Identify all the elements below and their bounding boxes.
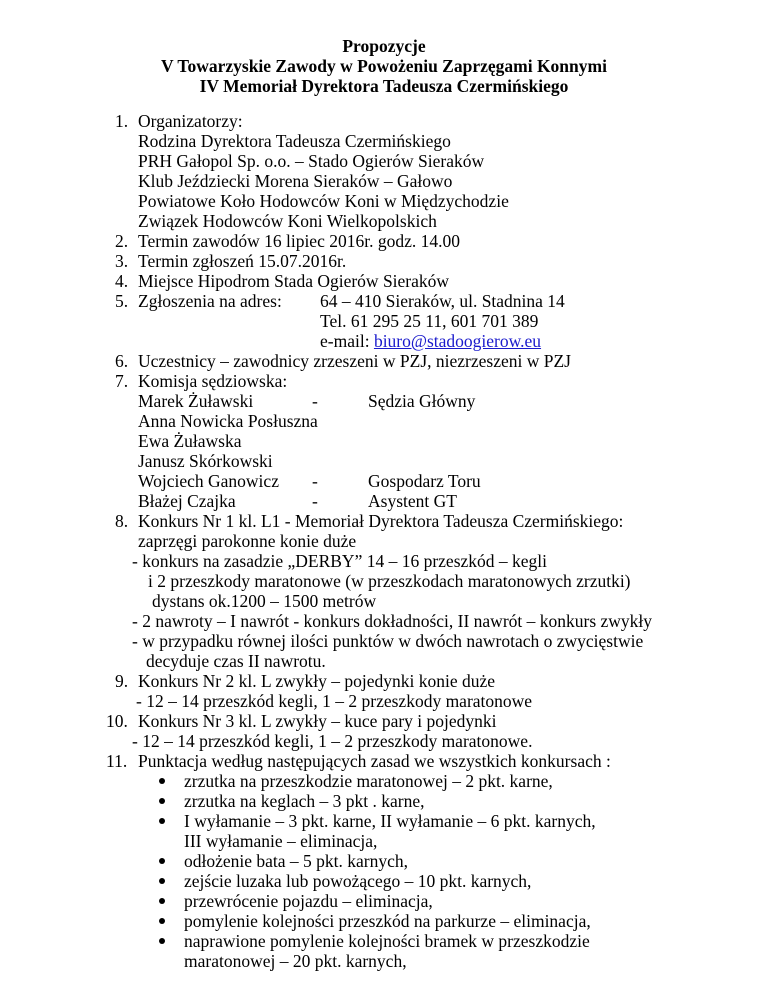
competition-line: - 2 nawroty – I nawrót - konkurs dokładności, II nawrót – konkurs zwykły (132, 611, 653, 631)
item-number: 1. (115, 111, 129, 131)
penalty-rule-cont: III wyłamanie – eliminacja, (184, 831, 378, 851)
item-number: 3. (115, 251, 129, 271)
penalty-rule: zrzutka na przeszkodzie maratonowej – 2 pkt. karne, (184, 771, 553, 791)
penalty-rule: zrzutka na keglach – 3 pkt . karne, (184, 791, 425, 811)
item-number: 4. (115, 271, 129, 291)
competition-line: - konkurs na zasadzie „DERBY” 14 – 16 przeszkód – kegli (132, 551, 548, 571)
organizer: Rodzina Dyrektora Tadeusza Czermińskiego (138, 131, 451, 151)
bullet-icon (159, 818, 165, 824)
judge-role: Sędzia Główny (368, 391, 476, 411)
participants: Uczestnicy – zawodnicy zrzeszeni w PZJ, niezrzeszeni w PZJ (138, 351, 571, 371)
item-number: 8. (115, 511, 129, 531)
postal-address: 64 – 410 Sieraków, ul. Stadnina 14 (320, 291, 565, 311)
judges-label: Komisja sędziowska: (138, 371, 288, 391)
organizer: Klub Jeździecki Morena Sieraków – Gałowo (138, 171, 453, 191)
item-number: 10. (106, 711, 128, 731)
email-prefix: e-mail: (320, 331, 374, 351)
event-date: Termin zawodów 16 lipiec 2016r. godz. 14.00 (138, 231, 460, 251)
competition-line: Konkurs Nr 3 kl. L zwykły – kuce pary i pojedynki (138, 711, 497, 731)
bullet-icon (159, 878, 165, 884)
entry-deadline: Termin zgłoszeń 15.07.2016r. (138, 251, 347, 271)
item-number: 2. (115, 231, 129, 251)
venue: Miejsce Hipodrom Stada Ogierów Sieraków (138, 271, 450, 291)
competition-line: Konkurs Nr 2 kl. L zwykły – pojedynki konie duże (138, 671, 496, 691)
doc-title: Propozycje (342, 36, 426, 56)
judge-name: Błażej Czajka (138, 491, 236, 511)
organizer: PRH Gałopol Sp. o.o. – Stado Ogierów Sieraków (138, 151, 485, 171)
bullet-icon (159, 798, 165, 804)
judge-name: Marek Żuławski (138, 391, 254, 411)
item-number: 6. (115, 351, 129, 371)
competition-line: decyduje czas II nawrotu. (146, 651, 326, 671)
item-number: 5. (115, 291, 129, 311)
competition-line: - w przypadku równej ilości punktów w dwóch nawrotach o zwycięstwie (132, 631, 644, 651)
bullet-icon (159, 938, 165, 944)
judge-dash: - (312, 391, 318, 411)
memorial-title: IV Memoriał Dyrektora Tadeusza Czermińskiego (199, 76, 569, 96)
phone-numbers: Tel. 61 295 25 11, 601 701 389 (320, 311, 539, 331)
penalty-rule: odłożenie bata – 5 pkt. karnych, (184, 851, 409, 871)
competition-line: Konkurs Nr 1 kl. L1 - Memoriał Dyrektora Tadeusza Czermińskiego: (138, 511, 624, 531)
penalty-rule: pomylenie kolejności przeszkód na parkurze – eliminacja, (184, 911, 591, 931)
judge-role: Asystent GT (368, 491, 457, 511)
bullet-icon (159, 918, 165, 924)
item-number: 7. (115, 371, 129, 391)
competition-line: dystans ok.1200 – 1500 metrów (152, 591, 377, 611)
judge-name: Janusz Skórkowski (138, 451, 273, 471)
penalty-rule: I wyłamanie – 3 pkt. karne, II wyłamanie – 6 pkt. karnych, (184, 811, 596, 831)
judge-dash: - (312, 471, 318, 491)
bullet-icon (159, 858, 165, 864)
competition-line: - 12 – 14 przeszkód kegli, 1 – 2 przeszkody maratonowe. (132, 731, 533, 751)
event-title: V Towarzyskie Zawody w Powożeniu Zaprzęgami Konnymi (161, 56, 607, 76)
judge-dash: - (312, 491, 318, 511)
bullet-icon (159, 778, 165, 784)
judge-name: Ewa Żuławska (138, 431, 242, 451)
penalty-rule: zejście luzaka lub powożącego – 10 pkt. karnych, (184, 871, 532, 891)
competition-line: - 12 – 14 przeszkód kegli, 1 – 2 przeszkody maratonowe (136, 691, 533, 711)
entries-label: Zgłoszenia na adres: (138, 291, 282, 311)
email-line (320, 331, 541, 351)
competition-line: zaprzęgi parokonne konie duże (138, 531, 357, 551)
competition-line: i 2 przeszkody maratonowe (w przeszkodach maratonowych zrzutki) (148, 571, 631, 591)
penalty-rule-cont: maratonowej – 20 pkt. karnych, (184, 951, 407, 971)
organizer: Powiatowe Koło Hodowców Koni w Międzychodzie (138, 191, 509, 211)
judge-role: Gospodarz Toru (368, 471, 481, 491)
organizers-label: Organizatorzy: (138, 111, 243, 131)
email-link[interactable]: biuro@stadoogierow.eu (373, 331, 542, 351)
organizer: Związek Hodowców Koni Wielkopolskich (138, 211, 437, 231)
judge-name: Anna Nowicka Posłuszna (138, 411, 318, 431)
penalty-rule: naprawione pomylenie kolejności bramek w przeszkodzie (184, 931, 590, 951)
bullet-icon (159, 898, 165, 904)
judge-name: Wojciech Ganowicz (138, 471, 279, 491)
penalty-rule: przewrócenie pojazdu – eliminacja, (184, 891, 433, 911)
item-number: 9. (115, 671, 129, 691)
item-number: 11. (106, 751, 128, 771)
scoring-label: Punktacja według następujących zasad we wszystkich konkursach : (138, 751, 611, 771)
